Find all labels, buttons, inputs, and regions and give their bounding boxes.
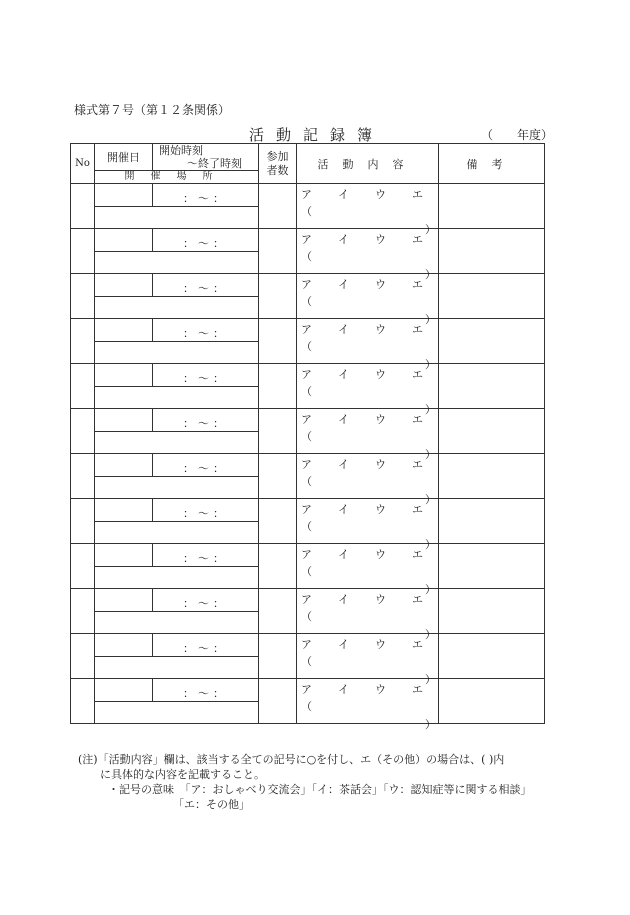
row-remarks-cell[interactable]	[439, 499, 545, 544]
activity-option[interactable]: ア	[301, 278, 312, 291]
paren-open: （	[301, 205, 312, 218]
row-participants-cell[interactable]	[259, 589, 297, 634]
row-participants-cell[interactable]	[259, 499, 297, 544]
activity-option[interactable]: イ	[338, 593, 349, 606]
row-activity-cell[interactable]	[297, 589, 439, 641]
activity-options	[301, 366, 423, 382]
row-date-cell[interactable]	[95, 454, 153, 477]
row-activity-cell[interactable]	[297, 229, 439, 281]
record-row	[71, 364, 545, 387]
row-venue-cell[interactable]	[95, 342, 259, 364]
row-time-cell[interactable]: ：～：	[153, 544, 259, 567]
paren-open: （	[301, 385, 312, 398]
activity-options	[301, 591, 423, 607]
record-row	[71, 499, 545, 522]
activity-option[interactable]: イ	[338, 323, 349, 336]
header-no: No	[71, 144, 95, 184]
row-activity-cell[interactable]	[297, 499, 439, 551]
row-time-cell[interactable]: ：～：	[153, 184, 259, 207]
activity-options	[301, 681, 423, 697]
paren-close: ）	[425, 493, 436, 506]
activity-option[interactable]: ア	[301, 458, 312, 471]
activity-option[interactable]: ウ	[375, 458, 386, 471]
note-line-1: (注)「活動内容」欄は、該当する全ての記号に○を付し、エ（その他）の場合は、( )内	[78, 753, 505, 766]
paren-open: （	[301, 565, 312, 578]
record-row	[71, 634, 545, 657]
row-participants-cell[interactable]	[259, 319, 297, 364]
row-remarks-cell[interactable]	[439, 634, 545, 679]
row-venue-cell[interactable]	[95, 477, 259, 499]
row-no-cell[interactable]	[71, 679, 95, 724]
activity-options	[301, 231, 423, 247]
row-venue-cell[interactable]	[95, 567, 259, 589]
row-venue-cell[interactable]	[95, 657, 259, 679]
row-participants-cell[interactable]	[259, 634, 297, 679]
row-participants-cell[interactable]	[259, 679, 297, 724]
paren-open: （	[301, 430, 312, 443]
activity-option[interactable]: ア	[301, 593, 312, 606]
paren-open: （	[301, 250, 312, 263]
row-remarks-cell[interactable]	[439, 544, 545, 589]
activity-option[interactable]: ア	[301, 368, 312, 381]
activity-record-table	[70, 143, 545, 731]
activity-option[interactable]: イ	[338, 188, 349, 201]
activity-option[interactable]: ア	[301, 548, 312, 561]
paren-open: （	[301, 520, 312, 533]
note-line-4: 「エ：その他」	[173, 798, 250, 811]
activity-options	[301, 321, 423, 337]
row-remarks-cell[interactable]	[439, 364, 545, 409]
header-time-end: ～終了時刻	[187, 157, 242, 170]
row-venue-cell[interactable]	[95, 387, 259, 409]
row-date-cell[interactable]	[95, 589, 153, 612]
row-participants-cell[interactable]	[259, 544, 297, 589]
activity-options	[301, 186, 423, 202]
activity-option[interactable]: ウ	[375, 548, 386, 561]
row-participants-cell[interactable]	[259, 454, 297, 499]
row-activity-cell[interactable]	[297, 319, 439, 371]
row-time-cell[interactable]: ：～：	[153, 409, 259, 432]
row-venue-cell[interactable]	[95, 297, 259, 319]
row-date-cell[interactable]	[95, 274, 153, 297]
activity-option[interactable]: ウ	[375, 188, 386, 201]
activity-option[interactable]: ウ	[375, 503, 386, 516]
activity-option[interactable]: イ	[338, 233, 349, 246]
activity-option[interactable]: イ	[338, 278, 349, 291]
row-no-cell[interactable]	[71, 184, 95, 229]
paren-open: （	[301, 700, 312, 713]
activity-option[interactable]: エ	[412, 233, 423, 246]
paren-open: （	[301, 475, 312, 488]
record-row	[71, 229, 545, 252]
row-no-cell[interactable]	[71, 589, 95, 634]
page-title: 活動記録簿	[249, 126, 385, 144]
header-time	[153, 144, 259, 171]
row-date-cell[interactable]	[95, 409, 153, 432]
row-participants-cell[interactable]	[259, 364, 297, 409]
paren-close: ）	[425, 718, 436, 731]
activity-options	[301, 411, 423, 427]
row-activity-cell[interactable]	[297, 364, 439, 416]
activity-options	[301, 276, 423, 292]
fiscal-year-label: （ 年度）	[481, 128, 554, 142]
activity-option[interactable]: ア	[301, 638, 312, 651]
activity-option[interactable]: ア	[301, 503, 312, 516]
row-no-cell[interactable]	[71, 544, 95, 589]
header-venue: 開催場所	[95, 171, 259, 184]
form-number: 様式第７号（第１２条関係）	[74, 103, 231, 117]
row-no-cell[interactable]	[71, 499, 95, 544]
paren-open: （	[301, 295, 312, 308]
row-activity-cell[interactable]	[297, 454, 439, 506]
record-row	[71, 679, 545, 702]
row-activity-cell[interactable]	[297, 679, 439, 731]
row-time-cell[interactable]: ：～：	[153, 634, 259, 657]
activity-option[interactable]: ウ	[375, 683, 386, 696]
note-line-3: ・記号の意味 「ア：おしゃべり交流会」「イ：茶話会」「ウ：認知症等に関する相談」	[108, 783, 532, 796]
row-no-cell[interactable]	[71, 364, 95, 409]
activity-option[interactable]: イ	[338, 503, 349, 516]
row-no-cell[interactable]	[71, 229, 95, 274]
activity-option[interactable]: ア	[301, 188, 312, 201]
activity-option[interactable]: ウ	[375, 278, 386, 291]
paren-close: ）	[425, 313, 436, 326]
activity-option[interactable]: エ	[412, 593, 423, 606]
header-remarks: 備考	[439, 144, 545, 184]
row-no-cell[interactable]	[71, 319, 95, 364]
activity-option[interactable]: ア	[301, 323, 312, 336]
paren-close: ）	[425, 538, 436, 551]
activity-options	[301, 501, 423, 517]
activity-options	[301, 546, 423, 562]
paren-close: ）	[425, 403, 436, 416]
activity-option[interactable]: イ	[338, 458, 349, 471]
row-activity-cell[interactable]	[297, 184, 439, 236]
row-venue-cell[interactable]	[95, 432, 259, 454]
row-date-cell[interactable]	[95, 184, 153, 207]
paren-close: ）	[425, 358, 436, 371]
paren-close: ）	[425, 628, 436, 641]
activity-option[interactable]: エ	[412, 368, 423, 381]
row-activity-cell[interactable]	[297, 274, 439, 326]
record-row	[71, 409, 545, 432]
row-time-cell[interactable]: ：～：	[153, 499, 259, 522]
activity-option[interactable]: エ	[412, 503, 423, 516]
row-venue-cell[interactable]	[95, 702, 259, 724]
row-time-cell[interactable]: ：～：	[153, 364, 259, 387]
row-venue-cell[interactable]	[95, 612, 259, 634]
header-participants: 参加者数	[259, 144, 297, 184]
activity-option[interactable]: ア	[301, 413, 312, 426]
row-date-cell[interactable]	[95, 634, 153, 657]
row-activity-cell[interactable]	[297, 544, 439, 596]
activity-option[interactable]: ウ	[375, 323, 386, 336]
record-row	[71, 454, 545, 477]
row-venue-cell[interactable]	[95, 252, 259, 274]
paren-close: ）	[425, 583, 436, 596]
header-time-start: 開始時刻	[159, 144, 203, 157]
activity-option[interactable]: エ	[412, 278, 423, 291]
row-remarks-cell[interactable]	[439, 319, 545, 364]
row-participants-cell[interactable]	[259, 184, 297, 229]
activity-option[interactable]: ウ	[375, 233, 386, 246]
activity-option[interactable]: エ	[412, 458, 423, 471]
row-remarks-cell[interactable]	[439, 454, 545, 499]
header-activity: 活動内容	[297, 144, 439, 184]
paren-open: （	[301, 655, 312, 668]
row-no-cell[interactable]	[71, 409, 95, 454]
paren-close: ）	[425, 268, 436, 281]
row-date-cell[interactable]	[95, 679, 153, 702]
record-row	[71, 589, 545, 612]
activity-options	[301, 456, 423, 472]
paren-open: （	[301, 340, 312, 353]
activity-option[interactable]: エ	[412, 548, 423, 561]
paren-close: ）	[425, 448, 436, 461]
row-remarks-cell[interactable]	[439, 184, 545, 229]
row-time-cell[interactable]: ：～：	[153, 589, 259, 612]
row-participants-cell[interactable]	[259, 274, 297, 319]
row-participants-cell[interactable]	[259, 229, 297, 274]
row-time-cell[interactable]: ：～：	[153, 319, 259, 342]
row-venue-cell[interactable]	[95, 207, 259, 229]
activity-option[interactable]: ウ	[375, 413, 386, 426]
record-row	[71, 184, 545, 207]
activity-options	[301, 636, 423, 652]
activity-option[interactable]: エ	[412, 683, 423, 696]
row-time-cell[interactable]: ：～：	[153, 454, 259, 477]
record-row	[71, 544, 545, 567]
row-activity-cell[interactable]	[297, 634, 439, 686]
row-no-cell[interactable]	[71, 634, 95, 679]
row-date-cell[interactable]	[95, 229, 153, 252]
row-remarks-cell[interactable]	[439, 679, 545, 724]
row-participants-cell[interactable]	[259, 409, 297, 454]
activity-option[interactable]: イ	[338, 368, 349, 381]
row-remarks-cell[interactable]	[439, 589, 545, 634]
row-date-cell[interactable]	[95, 319, 153, 342]
row-time-cell[interactable]: ：～：	[153, 229, 259, 252]
activity-option[interactable]: ア	[301, 233, 312, 246]
notes	[78, 752, 532, 812]
row-date-cell[interactable]	[95, 364, 153, 387]
row-no-cell[interactable]	[71, 274, 95, 319]
activity-option[interactable]: イ	[338, 413, 349, 426]
activity-option[interactable]: エ	[412, 638, 423, 651]
activity-option[interactable]: ウ	[375, 368, 386, 381]
activity-option[interactable]: エ	[412, 413, 423, 426]
row-time-cell[interactable]: ：～：	[153, 679, 259, 702]
activity-option[interactable]: イ	[338, 548, 349, 561]
activity-option[interactable]: エ	[412, 188, 423, 201]
row-remarks-cell[interactable]	[439, 229, 545, 274]
activity-option[interactable]: イ	[338, 683, 349, 696]
row-activity-cell[interactable]	[297, 409, 439, 461]
row-remarks-cell[interactable]	[439, 274, 545, 319]
paren-open: （	[301, 610, 312, 623]
row-date-cell[interactable]	[95, 499, 153, 522]
record-row	[71, 319, 545, 342]
paren-close: ）	[425, 673, 436, 686]
row-no-cell[interactable]	[71, 454, 95, 499]
activity-option[interactable]: ウ	[375, 638, 386, 651]
activity-option[interactable]: エ	[412, 323, 423, 336]
paren-close: ）	[425, 223, 436, 236]
row-remarks-cell[interactable]	[439, 409, 545, 454]
note-line-2: に具体的な内容を記載すること。	[100, 768, 265, 781]
row-venue-cell[interactable]	[95, 522, 259, 544]
activity-option[interactable]: ウ	[375, 593, 386, 606]
header-date: 開催日	[95, 144, 153, 171]
activity-option[interactable]: ア	[301, 683, 312, 696]
record-row	[71, 274, 545, 297]
activity-option[interactable]: イ	[338, 638, 349, 651]
row-date-cell[interactable]	[95, 544, 153, 567]
row-time-cell[interactable]: ：～：	[153, 274, 259, 297]
